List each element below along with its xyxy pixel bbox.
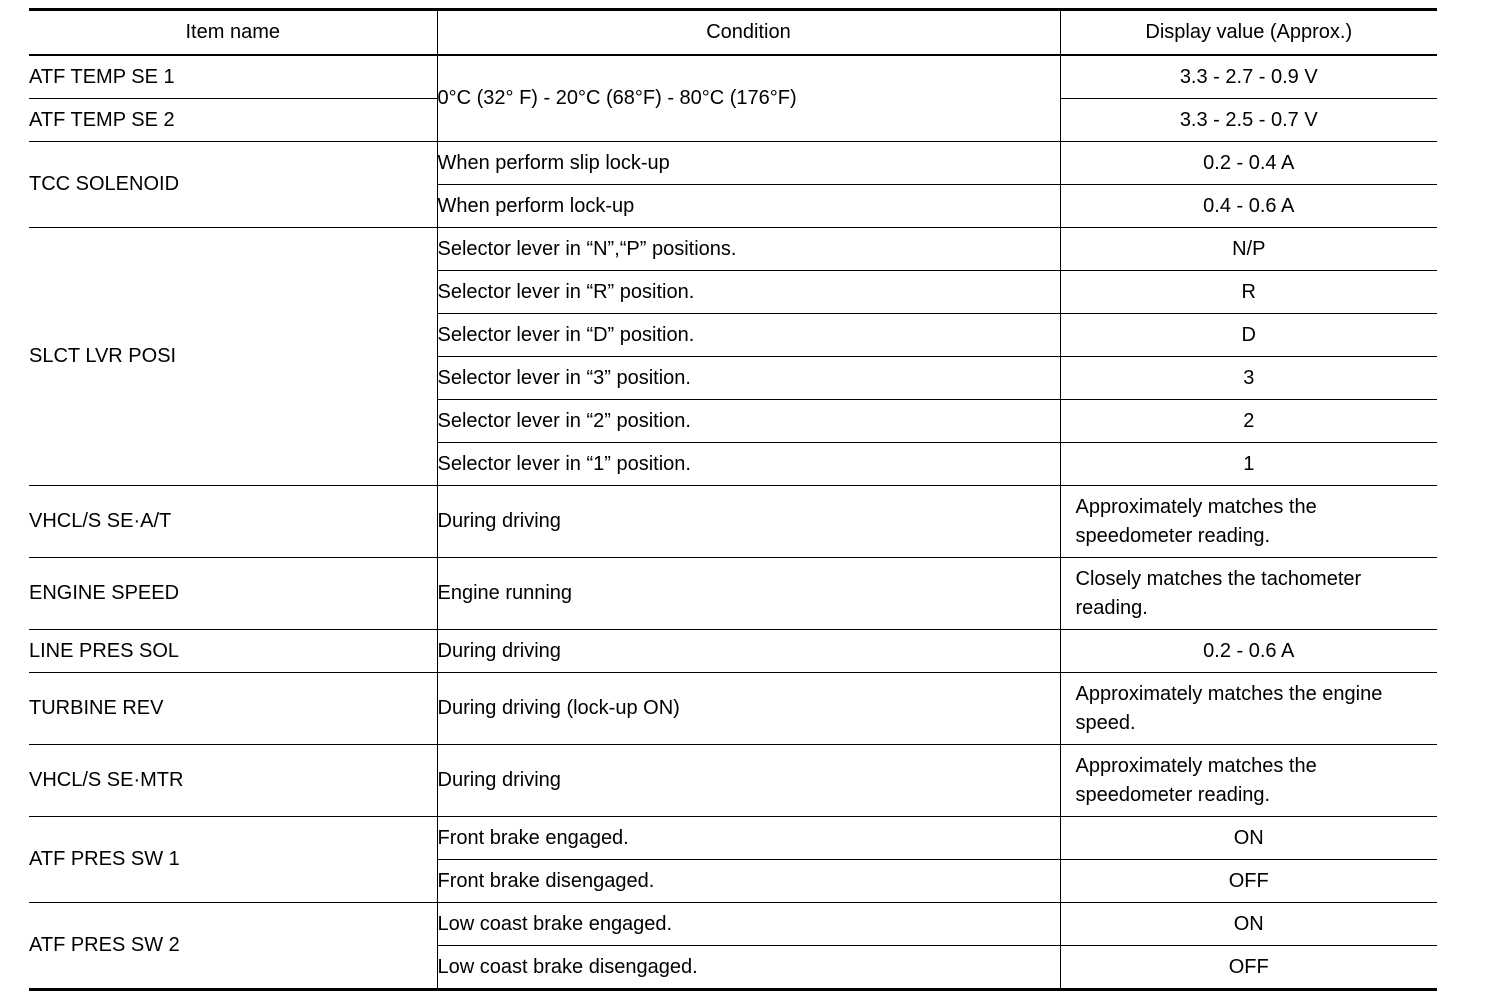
display-value: D xyxy=(1060,314,1437,357)
condition-cell: Selector lever in “N”,“P” positions. xyxy=(437,228,1060,271)
condition-cell: Low coast brake disengaged. xyxy=(437,946,1060,990)
item-name: ATF PRES SW 2 xyxy=(29,903,437,990)
table-row xyxy=(29,228,1437,271)
condition-cell: Selector lever in “1” position. xyxy=(437,443,1060,486)
display-value: Approximately matches the speedometer reading. xyxy=(1060,486,1437,558)
condition-cell: Engine running xyxy=(437,558,1060,630)
condition-cell: During driving xyxy=(437,745,1060,817)
display-value: N/P xyxy=(1060,228,1437,271)
table-row xyxy=(29,558,1437,630)
table-row xyxy=(29,55,1437,99)
condition-cell: During driving xyxy=(437,486,1060,558)
table-row xyxy=(29,486,1437,558)
condition-cell: When perform lock-up xyxy=(437,185,1060,228)
header-display-value: Display value (Approx.) xyxy=(1060,10,1437,56)
display-value: 0.2 - 0.6 A xyxy=(1060,630,1437,673)
display-value: ON xyxy=(1060,903,1437,946)
condition-cell: During driving (lock-up ON) xyxy=(437,673,1060,745)
display-value: R xyxy=(1060,271,1437,314)
table-row xyxy=(29,673,1437,745)
item-name: ATF TEMP SE 1 xyxy=(29,55,437,99)
display-value: OFF xyxy=(1060,860,1437,903)
condition-cell: Selector lever in “R” position. xyxy=(437,271,1060,314)
condition-cell: Selector lever in “2” position. xyxy=(437,400,1060,443)
table-row xyxy=(29,142,1437,185)
table-header-row xyxy=(29,10,1437,56)
condition-cell: Front brake disengaged. xyxy=(437,860,1060,903)
display-value: Approximately matches the speedometer reading. xyxy=(1060,745,1437,817)
item-name: SLCT LVR POSI xyxy=(29,228,437,486)
display-value: 3 xyxy=(1060,357,1437,400)
display-value: 0.4 - 0.6 A xyxy=(1060,185,1437,228)
table-row xyxy=(29,745,1437,817)
condition-cell: Low coast brake engaged. xyxy=(437,903,1060,946)
display-value: Approximately matches the engine speed. xyxy=(1060,673,1437,745)
item-name: ATF PRES SW 1 xyxy=(29,817,437,903)
table-row xyxy=(29,817,1437,860)
display-value: 0.2 - 0.4 A xyxy=(1060,142,1437,185)
condition-cell: Front brake engaged. xyxy=(437,817,1060,860)
display-value: Closely matches the tachometer reading. xyxy=(1060,558,1437,630)
item-name: ENGINE SPEED xyxy=(29,558,437,630)
item-name: VHCL/S SE·MTR xyxy=(29,745,437,817)
condition-cell: 0°C (32° F) - 20°C (68°F) - 80°C (176°F) xyxy=(437,55,1060,142)
item-name: LINE PRES SOL xyxy=(29,630,437,673)
item-name: TURBINE REV xyxy=(29,673,437,745)
table-row xyxy=(29,630,1437,673)
display-value: 1 xyxy=(1060,443,1437,486)
header-item-name: Item name xyxy=(29,10,437,56)
condition-cell: During driving xyxy=(437,630,1060,673)
header-condition: Condition xyxy=(437,10,1060,56)
display-value: 3.3 - 2.7 - 0.9 V xyxy=(1060,55,1437,99)
item-name: ATF TEMP SE 2 xyxy=(29,99,437,142)
display-value: 3.3 - 2.5 - 0.7 V xyxy=(1060,99,1437,142)
display-value: 2 xyxy=(1060,400,1437,443)
display-value: OFF xyxy=(1060,946,1437,990)
monitor-item-table xyxy=(29,8,1437,991)
condition-cell: Selector lever in “3” position. xyxy=(437,357,1060,400)
table-row xyxy=(29,903,1437,946)
condition-cell: Selector lever in “D” position. xyxy=(437,314,1060,357)
display-value: ON xyxy=(1060,817,1437,860)
condition-cell: When perform slip lock-up xyxy=(437,142,1060,185)
item-name: VHCL/S SE·A/T xyxy=(29,486,437,558)
item-name: TCC SOLENOID xyxy=(29,142,437,228)
